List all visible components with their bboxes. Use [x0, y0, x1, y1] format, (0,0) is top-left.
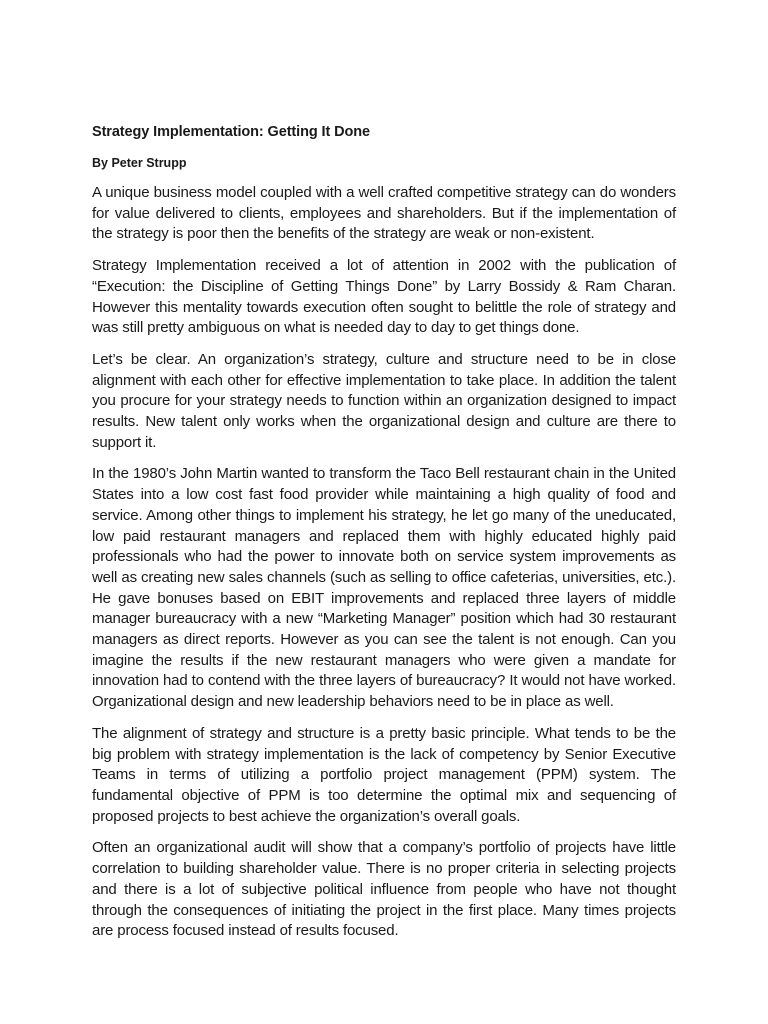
paragraph-execution-book: Strategy Implementation received a lot of attention in 2002 with the publication of “Execution: the Discipline of Getting Things Done” by Larry Bossidy & Ram Charan. However this mentality towards execution often sought to belittle the role of strategy and was still pretty ambiguous on what is needed day to day to get things done. — [92, 257, 676, 337]
author-byline: By Peter Strupp — [92, 156, 187, 170]
paragraph-ppm: The alignment of strategy and structure is a pretty basic principle. What tends to be the big problem with strategy implementation is the lack of competency by Senior Executive Teams in terms of utilizing a portfolio project management (PPM) system. The fundamental objective of PPM is too determine the optimal mix and sequencing of proposed projects to best achieve the organization’s overall goals. — [92, 724, 676, 825]
paragraph-alignment: Let’s be clear. An organization’s strategy, culture and structure need to be in close alignment with each other for effective implementation to take place. In addition the talent you procure for your strategy needs to function within an organization designed to impact results. New talent only works when the organizational design and culture are there to support it. — [92, 350, 676, 451]
document-page — [92, 122, 676, 953]
paragraph-taco-bell: In the 1980’s John Martin wanted to transform the Taco Bell restaurant chain in the United States into a low cost fast food provider while maintaining a high quality of food and service. Among other things to implement his strategy, he let go many of the uneducated, low paid restaurant managers and replaced them with highly educated highly paid professionals who had the power to innovate both on service system improvements as well as creating new sales channels (such as selling to office cafeterias, universities, etc.). He gave bonuses based on EBIT improvements and replaced three layers of middle manager bureaucracy with a new “Marketing Manager” position which had 30 restaurant managers as direct reports. However as you can see the talent is not enough. Can you imagine the results if the new restaurant managers who were given a mandate for innovation had to contend with the three layers of bureaucracy? It would not have worked. Organizational design and new leadership behaviors need to be in place as well. — [92, 465, 676, 711]
document-title: Strategy Implementation: Getting It Done — [92, 124, 370, 140]
paragraph-intro: A unique business model coupled with a well crafted competitive strategy can do wonders for value delivered to clients, employees and shareholders. But if the implementation of the strategy is poor then the benefits of the strategy are weak or non-existent. — [92, 184, 676, 243]
paragraph-audit: Often an organizational audit will show that a company’s portfolio of projects have little correlation to building shareholder value. There is no proper criteria in selecting projects and there is a lot of subjective political influence from people who have not thought through the consequences of initiating the project in the first place. Many times projects are process focused instead of results focused. — [92, 839, 676, 940]
